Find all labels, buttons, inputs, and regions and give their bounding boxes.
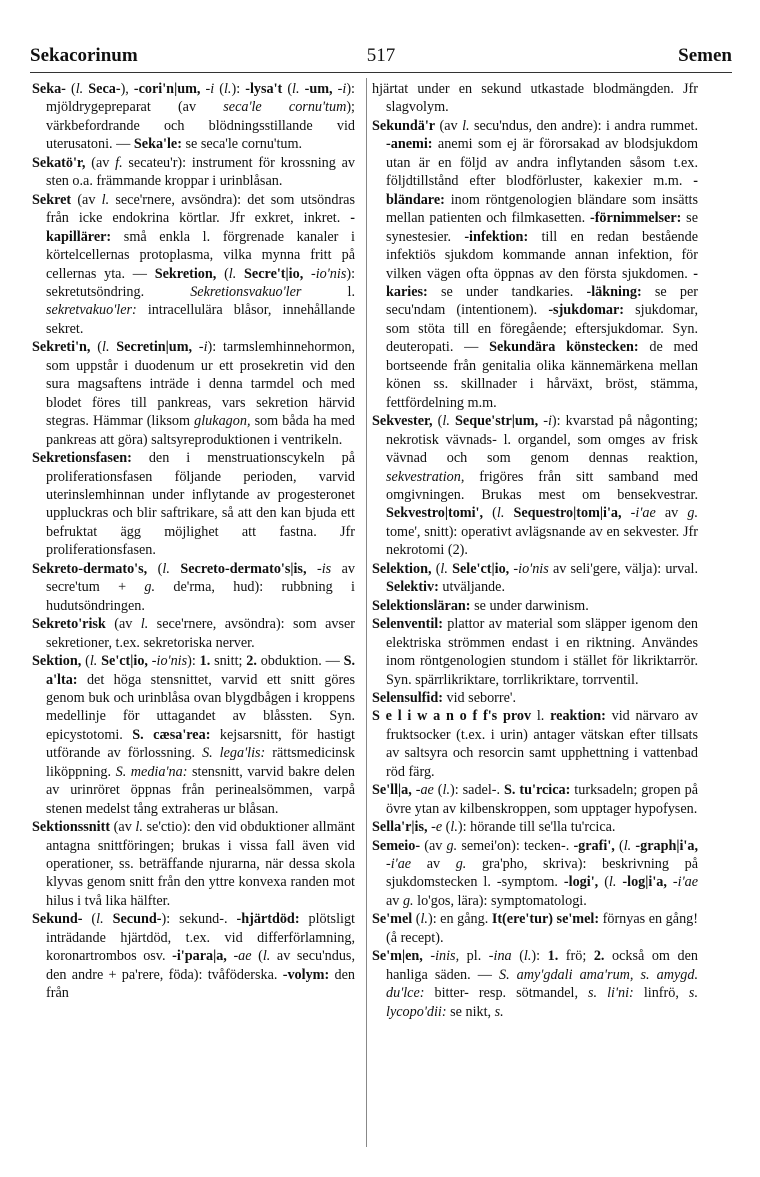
dictionary-entry: Seka- (l. Seca-), -cori'n|um, -i (l.): -lysa't (l. -um, -i): mjöldrygepreparat (av seca'le cornu'tum); värkbefordrande och blödningsstillande vid uterusatoni. — Seka'le: se seca'le cornu'tum. [32, 81, 355, 153]
dictionary-entry: Sekret (av l. sece'rnere, avsöndra): det som utsöndras från icke endokrina körtlar. Jfr exkret, inkret. -kapillärer: små enkla l. förgrenade kanaler i körtelcellernas protoplasma, vilka mynna fritt på cellernas yta. — Sekretion, (l. Secre't|io, -io'nis): sekretutsöndring. Sekretionsvakuo'ler l. sekretvakuo'ler: intracellulära blåsor, innehållande sekret. [32, 191, 356, 337]
dictionary-entry: Sekundä'r (av l. secu'ndus, den andre): i andra rummet. -anemi: anemi som ej är förorsakad av blodsjukdom utan är en följd av andra inflytanden såsom t.ex. följdtillstånd efter blodförluster, kakexier m.m. -bländare: inom röntgenologien bländare som insätts mellan patienten och filmkasetten. -förnimmelser: se synestesier. -infektion: till en redan bestående infektiös sjukdom kommande annan infektion, för vilken vägen ofta öppnas av den första sjukdomen. -karies: se under tandkaries. -läkning: se per secu'ndam (intentionem). -sjukdomar: sjukdomar, som stöta till en föregående; eftersjukdomar. Syn. deuteropati. — Sekundära könstecken: de med bortseende från genitalia olika kännemärkena mellan könen ss. skillnader i hårväxt, bröst, stämma, fettfördelning m.m. [372, 117, 699, 411]
dictionary-entry: Selensulfid: vid seborre'. [372, 689, 517, 706]
header-first-word: Sekacorinum [30, 45, 138, 66]
dictionary-entry: Sekatö'r, (av f. secateu'r): instrument för krossning av sten o.a. främmande kroppar i urinblåsan. [32, 154, 355, 190]
dictionary-entry: Se'll|a, -ae (l.): sadel-. S. tu'rcica: turksadeln; gropen på övre ytan av kilbenskroppen, som upptager hypofysen. [372, 782, 699, 817]
dictionary-entry: Sekvester, (l. Seque'str|um, -i): kvarstad på någonting; nekrotisk vävnads- l. organdel, som omges av frisk vävnad och som genom dennas reaktion, sekvestration, frigöres från sitt samband med omgivningen. Brukas mest om bensekvestrar. Sekvestro|tomi', (l. Sequestro|tom|i'a, -i'ae av g. tome', snitt): operativt avlägsnande av en sekvester. Jfr nekrotomi (2). [372, 413, 699, 559]
dictionary-entry: Se'mel (l.): en gång. It(ere'tur) se'mel: förnyas en gång! (å recept). [372, 911, 698, 946]
dictionary-entry: Selektion, (l. Sele'ct|io, -io'nis av seli'gere, välja): urval. Selektiv: utväljande. [372, 560, 699, 596]
header-last-word: Semen [678, 45, 732, 66]
dictionary-entry: Se'm|en, -inis, pl. -ina (l.): 1. frö; 2. också om den hanliga säden. — S. amy'gdali ama'rum, s. amygd. du'lce: bitter- resp. sötmandel, s. li'ni: linfrö, s. lycopo'dii: se nikt, s. [372, 948, 699, 1020]
dictionary-entry: Sella'r|is, -e (l.): hörande till se'lla tu'rcica. [372, 819, 616, 836]
dictionary-entry: S e l i w a n o f f's prov l. reaktion: vid närvaro av fruktsocker (t.ex. i urin) antager vätskan efter tillsats av saltsyra och resorcin samt upphettning i vattenbad röd färg. [372, 708, 698, 780]
running-header [30, 42, 732, 70]
column-divider [366, 78, 367, 1147]
dictionary-entry: Sektionssnitt (av l. se'ctio): den vid obduktioner allmänt antagna snittföringen; brukas i vissa fall även vid operationer, ss. beträffande njurarna, när dessa skola klyvas genom snitt från den yttre konvexa randen mot hilus i två lika hälfter. [32, 819, 355, 909]
dictionary-entry: Semeio- (av g. semei'on): tecken-. -grafi', (l. -graph|i'a, -i'ae av g. gra'pho, skriva): beskrivning på sjukdomstecken l. -symptom. -logi', (l. -log|i'a, -i'ae av g. lo'gos, lära): symptomatologi. [372, 837, 699, 909]
dictionary-entry: Sekretionsfasen: den i menstruationscykeln på proliferationsfasen följande perioden, varvid uterinslemhinnan under inflytande av progesteronet uppluckras och blir saftrikare, så att den kan bjuda ett befruktat ägg möjlighet att fastna. Jfr proliferationsfasen. [32, 450, 355, 559]
dictionary-entry: Sekreto-dermato's, (l. Secreto-dermato's|is, -is av secre'tum + g. de'rma, hud): rubbning i hudutsöndringen. [32, 560, 355, 614]
dictionary-entry: Sekund- (l. Secund-): sekund-. -hjärtdöd: plötsligt inträdande hjärtdöd, t.ex. vid differförlamning, koronartrombos osv. -i'para|a, -ae (l. av secu'ndus, den andre + pa'rere, föda): tvåföderska. -volym: den från [32, 911, 356, 1002]
left-column [32, 80, 355, 1003]
right-column [372, 80, 698, 1021]
dictionary-entry: Sekreti'n, (l. Secretin|um, -i): tarmslemhinnehormon, som uppstår i duodenum ur ett prosekretin vid den sura magsaftens inträde i denna tarmdel och med blodet föres till pankreas, vars sekretion härvid stegras. Hämmar (liksom glukagon, som båda ha med pankreas att göra) saltsyreproduktionen i ventrikeln. [32, 339, 356, 448]
dictionary-entry: Selektionsläran: se under darwinism. [372, 597, 589, 614]
dictionary-entry: Sekreto'risk (av l. sece'rnere, avsöndra): som avser sekretioner, t.ex. sekretoriska nerver. [32, 616, 355, 651]
dictionary-entry: Selenventil: plattor av material som släpper igenom den elektriska strömmen endast i en riktning. Användes inom röntgenologien stundom i stället för likriktarrör. Syn. spärrlikriktare, torrlikriktare, torrventil. [372, 616, 698, 688]
dictionary-entry: Sektion, (l. Se'ct|io, -io'nis): 1. snitt; 2. obduktion. — S. a'lta: det höga stensnittet, varvid ett snitt göres genom buk och urinblåsa ovan blygdbågen i kroppens medellinje för uttagandet av blåssten. Syn. epicystotomi. S. cæsa'rea: kejsarsnitt, för hastigt utförande av förlossning. S. lega'lis: rättsmedicinsk liköppning. S. media'na: stensnitt, varvid bakre delen av urinröret öppnas från perinealsömmen, varpå stenen medelst tång extraheras ur blåsan. [32, 653, 356, 817]
header-rule [30, 72, 732, 73]
page-number: 517 [366, 45, 396, 66]
dictionary-entry: hjärtat under en sekund utkastade blodmängden. Jfr slagvolym. [372, 81, 698, 116]
